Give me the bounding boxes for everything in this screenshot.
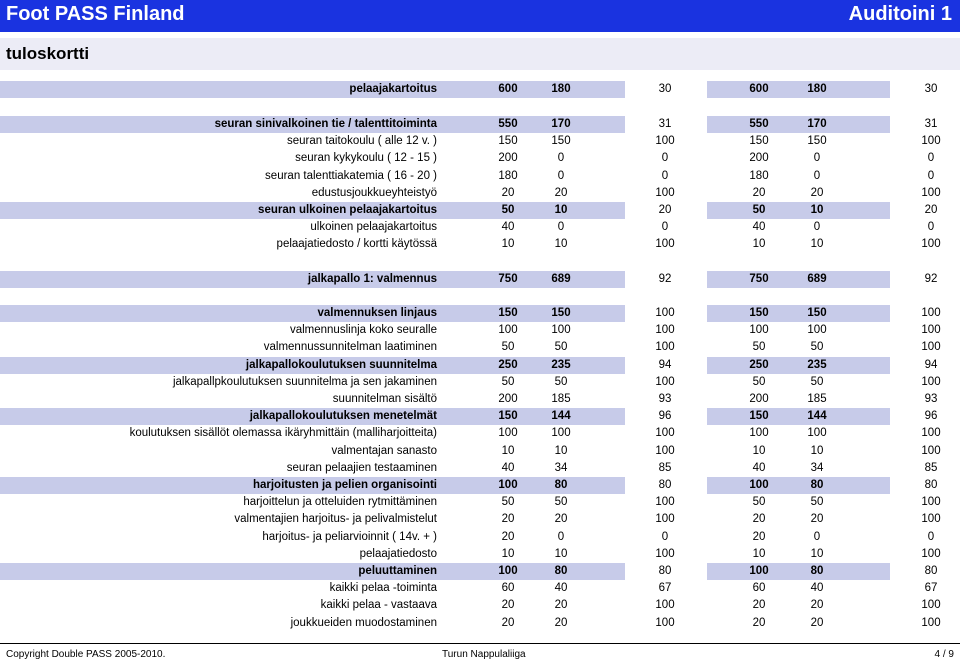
value-cell: 100 [921,307,941,319]
value-cell: 31 [658,118,672,130]
value-cell: 92 [924,273,938,285]
value-cell: 180 [551,83,571,95]
table-row [0,615,960,632]
value-cell: 94 [658,358,672,371]
value-cell: 96 [924,410,938,423]
value-cell: 0 [557,221,565,234]
value-cell: 150 [807,307,827,319]
table-row [0,460,960,477]
value-cell: 750 [498,273,518,285]
value-cell: 20 [501,616,515,629]
value-cell: 20 [501,599,515,612]
value-cell: 150 [551,135,571,148]
row-label: seuran pelaajien testaaminen [286,461,437,474]
value-cell: 20 [810,599,824,612]
value-cell: 150 [749,410,769,423]
value-cell: 150 [498,135,518,148]
value-cell: 50 [810,496,824,509]
value-cell: 50 [752,204,766,216]
value-cell: 40 [810,582,824,595]
row-label: harjoitusten ja pelien organisointi [252,479,437,491]
value-cell: 10 [554,547,568,560]
value-cell: 20 [810,186,824,199]
value-cell: 100 [655,135,675,148]
organization-name: Turun Nappulaliiga [442,649,526,660]
table-row [0,168,960,185]
value-cell: 10 [810,238,824,251]
value-cell: 0 [557,152,565,165]
table-row [0,391,960,408]
value-cell: 0 [813,169,821,182]
value-cell: 80 [810,565,824,577]
value-cell: 31 [924,118,938,130]
value-cell: 20 [924,204,938,216]
value-cell: 180 [807,83,827,95]
value-cell: 150 [749,307,769,319]
value-cell: 0 [661,221,669,234]
value-cell: 50 [752,341,766,354]
value-cell: 0 [661,169,669,182]
value-cell: 550 [749,118,769,130]
row-label: valmennussunnitelman laatiminen [263,341,437,354]
table-row [0,529,960,546]
value-cell: 10 [501,547,515,560]
row-label: seuran talenttiakatemia ( 16 - 20 ) [265,169,437,182]
value-cell: 100 [749,324,769,337]
value-cell: 100 [655,427,675,440]
value-cell: 10 [810,204,824,216]
value-cell: 80 [554,565,568,577]
value-cell: 10 [501,444,515,457]
value-cell: 185 [807,393,827,405]
value-cell: 20 [752,186,766,199]
value-cell: 60 [501,582,515,595]
table-row [0,408,960,425]
value-cell: 100 [655,547,675,560]
value-cell: 100 [749,427,769,440]
value-cell: 150 [498,410,518,423]
value-cell: 200 [749,152,769,165]
value-cell: 100 [498,324,518,337]
row-label: seuran sinivalkoinen tie / talenttitoiminta [214,118,437,130]
row-label: kaikki pelaa -toiminta [329,582,437,595]
value-cell: 20 [752,599,766,612]
table-row [0,116,960,133]
value-cell: 100 [498,479,518,491]
value-cell: 40 [752,221,766,234]
value-cell: 100 [749,479,769,491]
value-cell: 20 [810,513,824,526]
value-cell: 30 [658,83,672,95]
table-row [0,322,960,339]
row-label: pelaajatiedosto [359,547,437,560]
table-row [0,236,960,253]
row-label: valmennuksen linjaus [317,307,437,319]
value-cell: 20 [501,186,515,199]
value-cell: 100 [921,238,941,251]
value-cell: 100 [498,565,518,577]
value-cell: 100 [921,324,941,337]
title-bar [0,0,960,32]
value-cell: 150 [807,135,827,148]
value-cell: 100 [749,565,769,577]
value-cell: 80 [924,479,938,491]
row-label: jalkapallokoulutuksen suunnitelma [245,358,437,371]
row-label: seuran kykykoulu ( 12 - 15 ) [295,152,437,165]
value-cell: 689 [551,273,571,285]
value-cell: 100 [655,599,675,612]
value-cell: 0 [557,169,565,182]
value-cell: 50 [810,341,824,354]
value-cell: 10 [554,204,568,216]
value-cell: 30 [924,83,938,95]
table-row [0,580,960,597]
row-label: ulkoinen pelaajakartoitus [310,221,437,234]
value-cell: 0 [557,530,565,543]
value-cell: 40 [554,582,568,595]
value-cell: 100 [655,513,675,526]
value-cell: 250 [498,358,518,371]
table-row [0,374,960,391]
value-cell: 50 [554,375,568,388]
value-cell: 20 [554,513,568,526]
table-row [0,219,960,236]
table-row [0,477,960,494]
value-cell: 94 [924,358,938,371]
value-cell: 100 [807,324,827,337]
value-cell: 50 [501,375,515,388]
value-cell: 20 [554,616,568,629]
value-cell: 100 [551,324,571,337]
value-cell: 80 [658,479,672,491]
table-row [0,563,960,580]
page-subtitle-bar [0,38,960,70]
value-cell: 235 [807,358,827,371]
value-cell: 100 [807,427,827,440]
value-cell: 100 [921,341,941,354]
value-cell: 67 [924,582,938,595]
value-cell: 100 [921,135,941,148]
value-cell: 20 [752,513,766,526]
value-cell: 150 [551,307,571,319]
value-cell: 40 [501,461,515,474]
value-cell: 150 [749,135,769,148]
value-cell: 20 [810,616,824,629]
value-cell: 144 [551,410,571,423]
value-cell: 50 [501,496,515,509]
value-cell: 100 [655,324,675,337]
value-cell: 50 [501,341,515,354]
value-cell: 0 [927,152,935,165]
value-cell: 180 [749,169,769,182]
value-cell: 50 [752,496,766,509]
section-title: Auditoini 1 [848,3,952,25]
value-cell: 100 [655,238,675,251]
value-cell: 10 [752,444,766,457]
page-title: tuloskortti [6,44,90,63]
value-cell: 200 [498,152,518,165]
value-cell: 10 [501,238,515,251]
value-cell: 0 [813,221,821,234]
value-cell: 100 [921,444,941,457]
row-label: suunnitelman sisältö [332,393,437,405]
value-cell: 100 [921,513,941,526]
copyright-text: Copyright Double PASS 2005-2010. [6,649,166,660]
row-label: jalkapallokoulutuksen menetelmät [249,410,437,423]
value-cell: 0 [661,152,669,165]
row-label: harjoittelun ja otteluiden rytmittäminen [243,496,437,509]
app-title: Foot PASS Finland [6,3,185,25]
value-cell: 180 [498,169,518,182]
value-cell: 93 [924,393,938,405]
value-cell: 0 [813,152,821,165]
row-label: pelaajakartoitus [349,83,437,95]
value-cell: 40 [752,461,766,474]
value-cell: 0 [813,530,821,543]
value-cell: 40 [501,221,515,234]
table-row [0,202,960,219]
value-cell: 96 [658,410,672,423]
value-cell: 170 [551,118,571,130]
value-cell: 50 [752,375,766,388]
value-cell: 0 [927,169,935,182]
row-label: valmentajien harjoitus- ja pelivalmistelut [234,513,437,526]
value-cell: 92 [658,273,672,285]
row-label: joukkueiden muodostaminen [290,616,437,629]
value-cell: 100 [655,307,675,319]
value-cell: 100 [921,547,941,560]
value-cell: 10 [752,238,766,251]
value-cell: 100 [655,186,675,199]
value-cell: 50 [501,204,515,216]
row-label: jalkapallo 1: valmennus [307,273,437,285]
value-cell: 750 [749,273,769,285]
row-label: jalkapallpkoulutuksen suunnitelma ja sen jakaminen [172,375,437,388]
value-cell: 20 [501,513,515,526]
value-cell: 100 [655,341,675,354]
value-cell: 10 [810,547,824,560]
value-cell: 67 [658,582,672,595]
table-row [0,133,960,150]
page-number: 4 / 9 [934,649,954,660]
table-row [0,339,960,356]
value-cell: 80 [554,479,568,491]
value-cell: 600 [498,83,518,95]
value-cell: 20 [554,186,568,199]
value-cell: 50 [810,375,824,388]
value-cell: 150 [498,307,518,319]
value-cell: 100 [921,186,941,199]
value-cell: 250 [749,358,769,371]
value-cell: 100 [655,496,675,509]
value-cell: 10 [554,444,568,457]
value-cell: 100 [498,427,518,440]
value-cell: 0 [927,530,935,543]
value-cell: 20 [658,204,672,216]
value-cell: 20 [752,616,766,629]
value-cell: 50 [554,496,568,509]
table-row [0,185,960,202]
footer [0,643,960,662]
row-label: harjoitus- ja peliarvioinnit ( 14v. + ) [262,530,437,543]
value-cell: 85 [658,461,672,474]
table-row [0,357,960,374]
row-label: seuran ulkoinen pelaajakartoitus [258,204,437,216]
value-cell: 0 [661,530,669,543]
value-cell: 93 [658,393,672,405]
row-label: peluuttaminen [358,565,437,577]
value-cell: 550 [498,118,518,130]
value-cell: 34 [554,461,568,474]
value-cell: 34 [810,461,824,474]
table-row [0,150,960,167]
value-cell: 689 [807,273,827,285]
value-cell: 144 [807,410,827,423]
value-cell: 100 [551,427,571,440]
value-cell: 80 [810,479,824,491]
value-cell: 0 [927,221,935,234]
table-row [0,546,960,563]
value-cell: 200 [749,393,769,405]
table-row [0,271,960,288]
value-cell: 80 [924,565,938,577]
value-cell: 80 [658,565,672,577]
value-cell: 100 [655,444,675,457]
table-row [0,494,960,511]
value-cell: 100 [921,427,941,440]
table-row [0,511,960,528]
value-cell: 10 [752,547,766,560]
value-cell: 170 [807,118,827,130]
row-label: kaikki pelaa - vastaava [320,599,437,612]
value-cell: 100 [921,375,941,388]
value-cell: 235 [551,358,571,371]
table-row [0,305,960,322]
value-cell: 100 [921,496,941,509]
value-cell: 20 [752,530,766,543]
value-cell: 200 [498,393,518,405]
row-label: koulutuksen sisällöt olemassa ikäryhmittäin (malliharjoitteita) [129,427,437,440]
row-label: pelaajatiedosto / kortti käytössä [276,238,437,251]
value-cell: 100 [655,616,675,629]
table-row [0,443,960,460]
value-cell: 100 [921,616,941,629]
row-label: edustusjoukkueyhteistyö [311,186,437,199]
value-cell: 185 [551,393,571,405]
value-cell: 85 [924,461,938,474]
table-row [0,425,960,442]
row-label: seuran taitokoulu ( alle 12 v. ) [286,135,437,148]
row-label: valmentajan sanasto [331,444,437,457]
row-label: valmennuslinja koko seuralle [289,324,437,337]
value-cell: 60 [752,582,766,595]
value-cell: 50 [554,341,568,354]
table-row [0,81,960,98]
value-cell: 100 [921,599,941,612]
value-cell: 100 [655,375,675,388]
table-row [0,597,960,614]
value-cell: 20 [554,599,568,612]
value-cell: 600 [749,83,769,95]
value-cell: 20 [501,530,515,543]
value-cell: 10 [554,238,568,251]
value-cell: 10 [810,444,824,457]
